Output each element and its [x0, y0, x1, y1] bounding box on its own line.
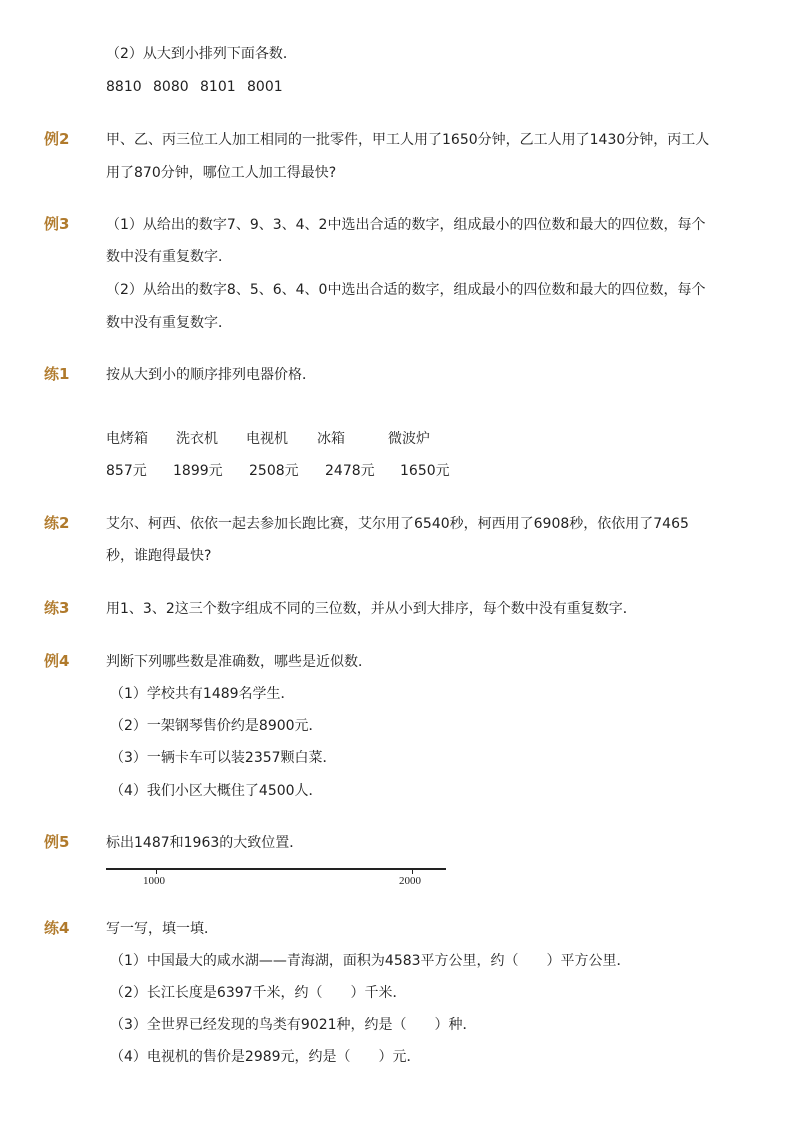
- practice-1-label: 练1: [44, 365, 70, 383]
- practice-4-text: 写一写，填一填．: [106, 921, 218, 937]
- example-4-label: 例4: [44, 652, 70, 670]
- number-line-tick: [156, 868, 157, 874]
- number-line-tick-label: 2000: [399, 875, 421, 887]
- practice-4-item: （3）全世界已经发现的鸟类有9021种，约是（ ）种．: [110, 1017, 477, 1033]
- example-3-text: 数中没有重复数字．: [106, 315, 232, 331]
- example-2-label: 例2: [44, 130, 70, 148]
- practice-4-label: 练4: [44, 919, 70, 937]
- intro-number: 8080: [153, 79, 189, 95]
- number-line-tick-label: 1000: [143, 875, 165, 887]
- example-3-text: （2）从给出的数字8、5、6、4、0中选出合适的数字，组成最小的四位数和最大的四位数，每个: [106, 282, 706, 298]
- appliance-name: 电视机: [246, 431, 288, 447]
- practice-2-text: 艾尔、柯西、依依一起去参加长跑比赛，艾尔用了6540秒，柯西用了6908秒，依依用了7465: [106, 516, 689, 532]
- example-5-label: 例5: [44, 833, 70, 851]
- appliance-price: 2508元: [249, 463, 299, 479]
- practice-4-item: （4）电视机的售价是2989元，约是（ ）元．: [110, 1049, 421, 1065]
- example-3-text: （1）从给出的数字7、9、3、4、2中选出合适的数字，组成最小的四位数和最大的四位数，每个: [106, 217, 706, 233]
- number-line-tick: [412, 868, 413, 874]
- appliance-name: 洗衣机: [176, 431, 218, 447]
- practice-2-label: 练2: [44, 514, 70, 532]
- example-3-text: 数中没有重复数字．: [106, 249, 232, 265]
- appliance-name: 微波炉: [388, 431, 430, 447]
- example-4-item: （4）我们小区大概住了4500人．: [110, 783, 323, 799]
- appliance-name: 冰箱: [317, 431, 345, 447]
- intro-number: 8001: [247, 79, 283, 95]
- practice-1-text: 按从大到小的顺序排列电器价格．: [106, 367, 316, 383]
- appliance-price: 2478元: [325, 463, 375, 479]
- intro-question: （2）从大到小排列下面各数．: [106, 46, 297, 62]
- appliance-price: 1650元: [400, 463, 450, 479]
- practice-3-label: 练3: [44, 599, 70, 617]
- practice-2-text: 秒，谁跑得最快?: [106, 548, 212, 564]
- example-3-label: 例3: [44, 215, 70, 233]
- practice-4-item: （1）中国最大的咸水湖——青海湖，面积为4583平方公里，约（ ）平方公里．: [110, 953, 631, 969]
- appliance-name: 电烤箱: [106, 431, 148, 447]
- example-4-item: （2）一架钢琴售价约是8900元．: [110, 718, 323, 734]
- appliance-price: 1899元: [173, 463, 223, 479]
- practice-3-text: 用1、3、2这三个数字组成不同的三位数，并从小到大排序，每个数中没有重复数字．: [106, 601, 637, 617]
- practice-4-item: （2）长江长度是6397千米，约（ ）千米．: [110, 985, 407, 1001]
- intro-number: 8810: [106, 79, 142, 95]
- example-4-text: 判断下列哪些数是准确数，哪些是近似数．: [106, 654, 372, 670]
- example-5-text: 标出1487和1963的大致位置．: [106, 835, 304, 851]
- example-2-text: 甲、乙、丙三位工人加工相同的一批零件，甲工人用了1650分钟，乙工人用了1430分钟，丙工人: [106, 132, 710, 148]
- example-2-text: 用了870分钟，哪位工人加工得最快?: [106, 165, 337, 181]
- example-4-item: （3）一辆卡车可以装2357颗白菜．: [110, 750, 337, 766]
- example-4-item: （1）学校共有1489名学生．: [110, 686, 295, 702]
- appliance-price: 857元: [106, 463, 147, 479]
- intro-number: 8101: [200, 79, 236, 95]
